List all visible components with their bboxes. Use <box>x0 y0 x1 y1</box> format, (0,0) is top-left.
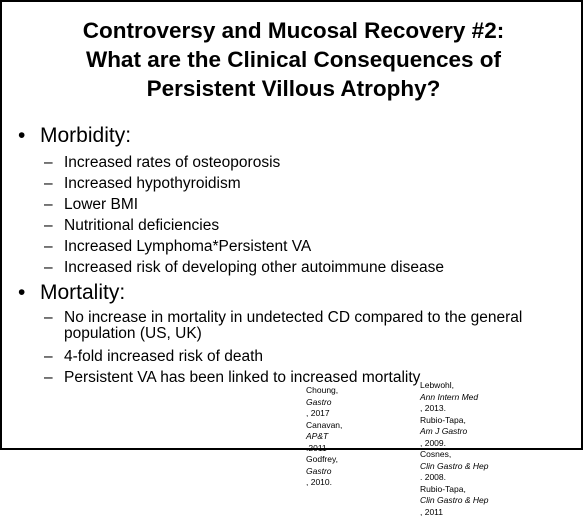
dash-icon: – <box>44 370 53 386</box>
morbidity-item-text: Lower BMI <box>44 197 564 213</box>
dash-icon: – <box>44 176 53 192</box>
morbidity-item <box>44 197 564 213</box>
reference-year: , 2010. <box>306 477 342 489</box>
morbidity-item <box>44 239 564 255</box>
morbidity-item <box>44 155 564 171</box>
morbidity-item-text: Increased hypothyroidism <box>44 176 564 192</box>
bullet-icon: • <box>18 124 40 148</box>
reference-year: .2011 <box>306 443 342 455</box>
slide-title <box>2 16 585 103</box>
reference-author: Lebwohl, <box>420 380 489 392</box>
reference-year: , 2013. <box>420 403 489 415</box>
reference-author: Rubio-Tapa, <box>420 484 489 496</box>
morbidity-item <box>44 260 564 276</box>
reference-author: Choung, <box>306 385 342 397</box>
mortality-item-text: No increase in mortality in undetected CD compared to the general population (US, UK) <box>44 310 564 342</box>
morbidity-item-text: Increased rates of osteoporosis <box>44 155 564 171</box>
title-line-1: Controversy and Mucosal Recovery #2: <box>2 16 585 45</box>
reference <box>306 454 342 489</box>
reference-author: Rubio-Tapa, <box>420 415 489 427</box>
dash-icon: – <box>44 260 53 276</box>
mortality-item-text: 4-fold increased risk of death <box>44 349 564 365</box>
title-line-3: Persistent Villous Atrophy? <box>2 74 585 103</box>
reference-journal: AP&T <box>306 431 328 441</box>
dash-icon: – <box>44 155 53 171</box>
mortality-heading <box>18 281 125 305</box>
morbidity-item-text: Increased Lymphoma*Persistent VA <box>44 239 564 255</box>
mortality-item-text: Persistent VA has been linked to increased mortality <box>44 370 564 386</box>
reference-journal: Clin Gastro & Hep <box>420 461 489 471</box>
dash-icon: – <box>44 310 53 326</box>
dash-icon: – <box>44 197 53 213</box>
title-line-2: What are the Clinical Consequences of <box>2 45 585 74</box>
bullet-icon: • <box>18 281 40 305</box>
dash-icon: – <box>44 239 53 255</box>
morbidity-item-text: Nutritional deficiencies <box>44 218 564 234</box>
reference <box>306 385 342 420</box>
reference-year: , 2011 <box>420 507 489 518</box>
reference <box>420 484 489 518</box>
morbidity-item <box>44 218 564 234</box>
reference-journal: Gastro <box>306 466 332 476</box>
mortality-heading-text: Mortality: <box>40 281 125 304</box>
mortality-item <box>44 310 564 342</box>
reference-year: , 2017 <box>306 408 342 420</box>
reference-journal: Am J Gastro <box>420 426 467 436</box>
references-left <box>306 385 342 489</box>
mortality-item <box>44 349 564 365</box>
morbidity-heading <box>18 124 131 148</box>
morbidity-heading-text: Morbidity: <box>40 124 131 147</box>
reference <box>420 415 489 450</box>
reference-author: Cosnes, <box>420 449 489 461</box>
reference-journal: Ann Intern Med <box>420 392 478 402</box>
reference <box>420 380 489 415</box>
reference <box>306 420 342 455</box>
reference-year: , 2009. <box>420 438 489 450</box>
reference-journal: Gastro <box>306 397 332 407</box>
reference-author: Godfrey, <box>306 454 342 466</box>
reference <box>420 449 489 484</box>
references-right <box>420 380 489 518</box>
morbidity-item <box>44 176 564 192</box>
dash-icon: – <box>44 218 53 234</box>
dash-icon: – <box>44 349 53 365</box>
reference-journal: Clin Gastro & Hep <box>420 495 489 505</box>
reference-author: Canavan, <box>306 420 342 432</box>
reference-year: . 2008. <box>420 472 489 484</box>
morbidity-item-text: Increased risk of developing other autoimmune disease <box>44 260 564 276</box>
